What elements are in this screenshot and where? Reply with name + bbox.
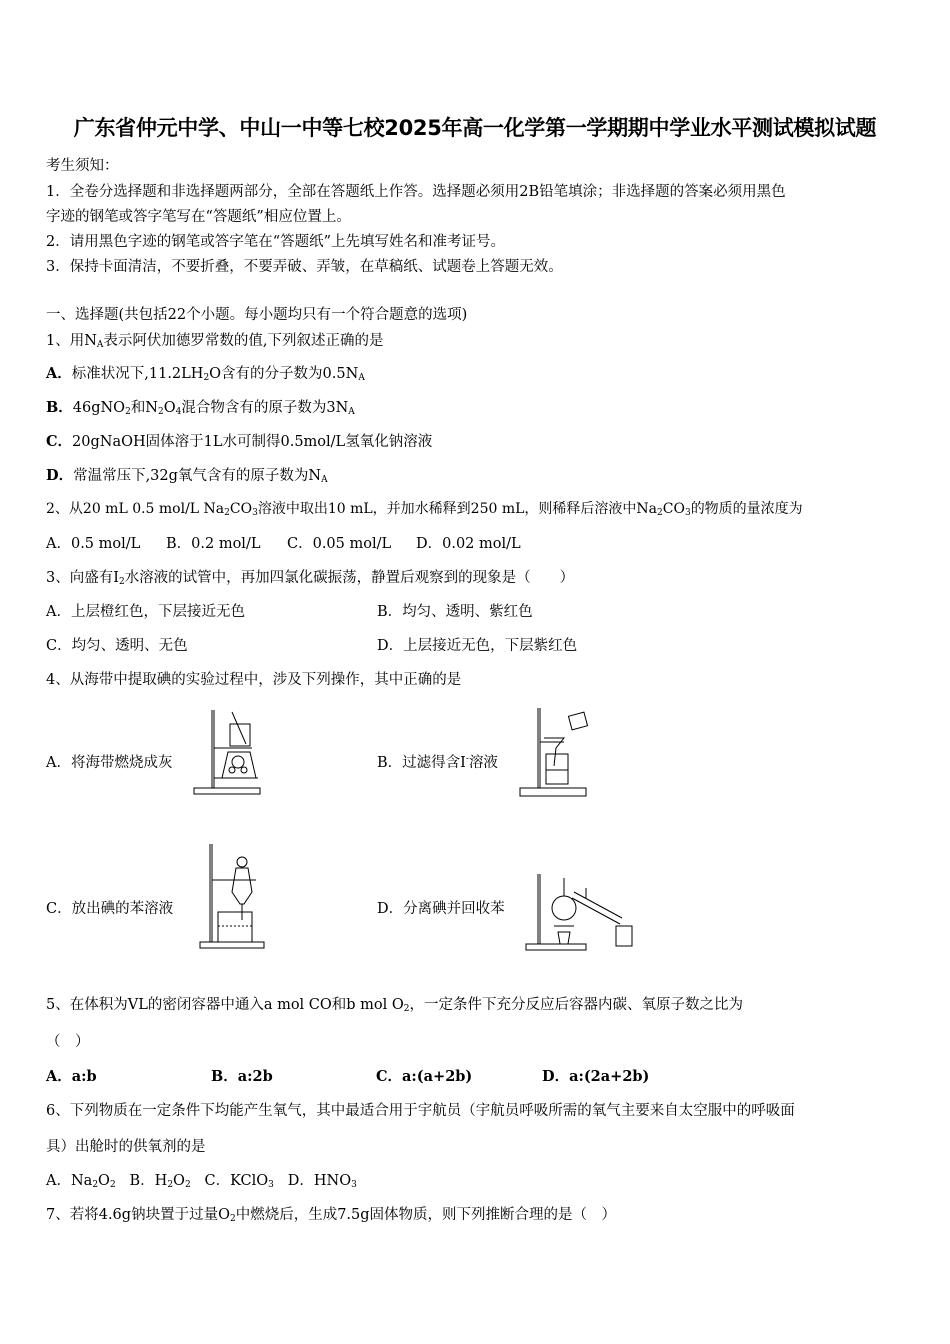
figure-filtration-apparatus xyxy=(516,704,592,800)
q3-option-b: B．均匀、透明、紫红色 xyxy=(377,604,533,620)
q1-option-d: D．常温常压下,32g氧气含有的原子数为$N_A$ xyxy=(46,467,328,485)
page-title: 广东省仲元中学、中山一中等七校2025年高一化学第一学期期中学业水平测试模拟试题 xyxy=(73,116,877,140)
q2-option-d: D．0.02 mol/L xyxy=(416,536,521,552)
notice-heading: 考生须知： xyxy=(46,158,119,174)
notice-item-1-cont: 字迹的钢笔或答字笔写在“答题纸”相应位置上。 xyxy=(46,209,351,225)
notice-item-2: 2．请用黑色字迹的钢笔或答字笔在“答题纸”上先填写姓名和准考证号。 xyxy=(46,234,506,250)
q6-stem-line2: 具）出舱时的供氧剂的是 xyxy=(46,1139,206,1155)
q7-stem: 7、若将4.6g钠块置于过量$O_2$中燃烧后，生成7.5g固体物质，则下列推断合理的是（ ） xyxy=(46,1207,617,1224)
notice-item-3: 3．保持卡面清洁，不要折叠，不要弄破、弄皱，在草稿纸、试题卷上答题无效。 xyxy=(46,259,563,275)
notice-item-1: 1．全卷分选择题和非选择题两部分，全部在答题纸上作答。选择题必须用2B铅笔填涂；非选择题的答案必须用黑色 xyxy=(46,184,786,200)
q5-option-c: C．a:(a+2b) xyxy=(376,1068,473,1085)
q3-option-d: D．上层接近无色，下层紫红色 xyxy=(377,638,578,654)
q5-paren: （ ） xyxy=(46,1034,90,1050)
figure-distillation-apparatus xyxy=(524,868,636,954)
q6-option-c: C．KClO$_3$ xyxy=(204,1173,274,1190)
q6-stem-line1: 6、下列物质在一定条件下均能产生氧气，其中最适合用于宇航员（宇航员呼吸所需的氧气主要来自太空服中的呼吸面 xyxy=(46,1103,795,1119)
q4-option-c: C．放出碘的苯溶液 xyxy=(46,901,174,917)
q6-options xyxy=(46,1169,357,1190)
q6-option-a: A．$Na_2O_2$ xyxy=(46,1173,116,1190)
q1-option-c: C．20gNaOH固体溶于1L水可制得0.5mol/L氢氧化钠溶液 xyxy=(46,433,433,450)
q5-stem: 5、在体积为VL的密闭容器中通入a mol CO和b mol $O_2$，一定条件下充分反应后容器内碳、氧原子数之比为 xyxy=(46,997,744,1014)
q1-option-b: B．46gNO$_2$和$N_2O_4$混合物含有的原子数为$3N_A$ xyxy=(46,399,355,417)
q2-option-b: B．0.2 mol/L xyxy=(166,536,261,552)
q2-option-c: C．0.05 mol/L xyxy=(287,536,392,552)
figure-separatory-funnel xyxy=(196,842,268,952)
q3-option-c: C．均匀、透明、无色 xyxy=(46,638,188,654)
q6-option-b: B．$H_2O_2$ xyxy=(129,1173,191,1190)
q6-option-d: D．$HNO_3$ xyxy=(287,1173,357,1190)
q3-option-a: A．上层橙红色，下层接近无色 xyxy=(46,604,245,620)
q5-option-a: A．a:b xyxy=(46,1068,97,1085)
q3-stem: 3、向盛有$I_2$水溶液的试管中，再加四氯化碳振荡，静置后观察到的现象是（ ） xyxy=(46,570,575,587)
figure-burning-apparatus xyxy=(192,706,264,798)
q4-stem: 4、从海带中提取碘的实验过程中，涉及下列操作，其中正确的是 xyxy=(46,672,462,688)
q4-option-d: D．分离碘并回收苯 xyxy=(377,901,505,917)
q5-option-d: D．a:(2a+2b) xyxy=(542,1068,650,1085)
q1-option-a: A．标准状况下$,11.2LH_2O$含有的分子数为$0.5N_A$ xyxy=(46,365,365,383)
q4-option-a: A．将海带燃烧成灰 xyxy=(46,755,173,771)
q1-stem: 1、用$N_A$表示阿伏加德罗常数的值,下列叙述正确的是 xyxy=(46,333,384,350)
q4-option-b: B．过滤得含I-溶液 xyxy=(377,754,498,771)
q2-stem: 2、从20 mL 0.5 mol/L $Na_2CO_3$溶液中取出10 mL，并加水稀释到250 mL，则稀释后溶液中$Na_2CO_3$的物质的量浓度为 xyxy=(46,501,803,518)
section-heading: 一、选择题(共包括22个小题。每小题均只有一个符合题意的选项) xyxy=(46,307,468,323)
q5-option-b: B．a:2b xyxy=(211,1068,273,1085)
q2-option-a: A．0.5 mol/L xyxy=(46,536,141,552)
